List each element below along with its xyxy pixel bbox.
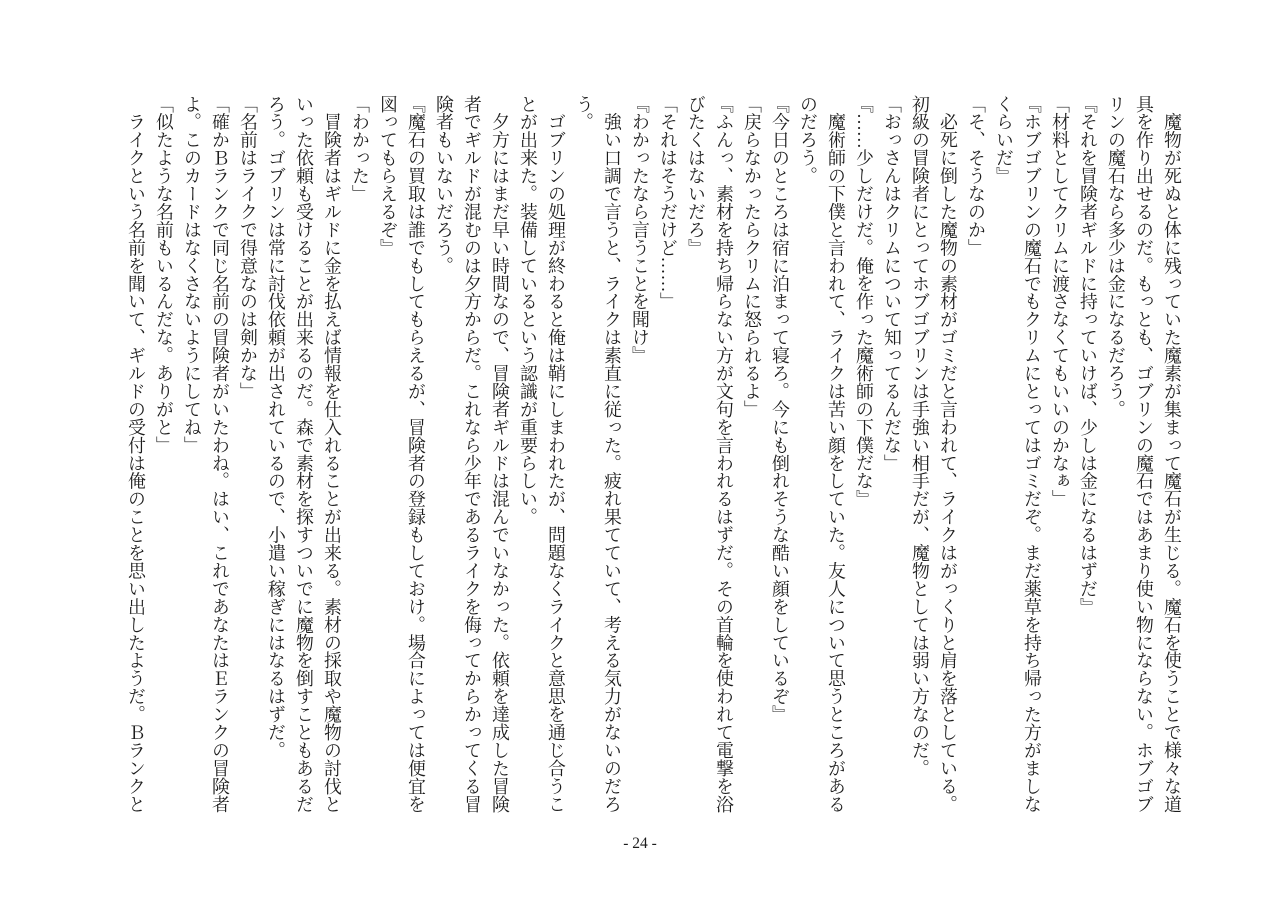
text-column: ろう。ゴブリンは常に討伐依頼が出されているので、小遣い稼ぎにはなるはずだ。	[266, 95, 286, 760]
text-column: 強い口調で言うと、ライクは素直に従った。疲れ果てていて、考える気力がないのだろ	[602, 95, 622, 813]
text-column: よ。このカードはなくさないようにしてね」	[182, 95, 202, 454]
text-column: 「確かＢランクで同じ名前の冒険者がいたわね。はい、これであなたはＥランクの冒険者	[210, 95, 230, 813]
text-column: びたくはないだろ』	[686, 95, 706, 257]
text-column: 必死に倒した魔物の素材がゴミだと言われて、ライクはがっくりと肩を落としている。	[938, 95, 958, 813]
text-column: 「似たような名前もいるんだな。ありがと」	[154, 95, 174, 454]
text-column: 魔術師の下僕と言われて、ライクは苦い顔をしていた。友人について思うところがある	[826, 95, 846, 813]
text-column: 「戻らなかったらクリムに怒られるよ」	[742, 95, 762, 419]
text-column: 具を作り出せるのだ。もっとも、ゴブリンの魔石ではあまり使い物にならない。ホブゴブ	[1134, 95, 1154, 813]
text-column: 「おっさんはクリムについて知ってるんだな」	[882, 95, 902, 472]
text-column: 「そ、そうなのか」	[966, 95, 986, 257]
text-column: 『わかったなら言うことを聞け』	[630, 95, 650, 365]
vertical-text-block	[122, 95, 1186, 815]
text-column: う。	[574, 95, 594, 131]
text-column: とが出来た。装備しているという認識が重要らしい。	[518, 95, 538, 526]
text-column: 夕方にはまだ早い時間なので、冒険者ギルドは混んでいなかった。依頼を達成した冒険	[490, 95, 510, 813]
text-column: 図ってもらえるぞ』	[378, 95, 398, 257]
text-column: リンの魔石なら多少は金になるだろう。	[1106, 95, 1126, 419]
text-column: 「名前はライクで得意なのは剣かな」	[238, 95, 258, 401]
text-column: いった依頼も受けることが出来るのだ。森で素材を探すついでに魔物を倒すこともあるだ	[294, 95, 314, 813]
page-number: - 24 -	[623, 835, 657, 852]
text-column: 『……少しだけだ。俺を作った魔術師の下僕だな』	[854, 95, 874, 508]
text-column: くらいだ』	[994, 95, 1014, 185]
text-column: のだろう。	[798, 95, 818, 185]
text-column: 「材料としてクリムに渡さなくてもいいのかなぁ」	[1050, 95, 1070, 508]
text-column: 魔物が死ぬと体に残っていた魔素が集まって魔石が生じる。魔石を使うことで様々な道	[1162, 95, 1182, 813]
text-column: 者でギルドが混むのは夕方からだ。これなら少年であるライクを侮ってからかってくる冒	[462, 95, 482, 813]
text-column: 「それはそうだけど……」	[658, 95, 678, 311]
text-column: 『ホブゴブリンの魔石でもクリムにとってはゴミだぞ。まだ薬草を持ち帰った方がましな	[1022, 95, 1042, 813]
text-column: 険者もいないだろう。	[434, 95, 454, 275]
text-column: 『今日のところは宿に泊まって寝ろ。今にも倒れそうな酷い顔をしているぞ』	[770, 95, 790, 724]
text-column: 『それを冒険者ギルドに持っていけば、少しは金になるはずだ』	[1078, 95, 1098, 616]
text-column: 「わかった」	[350, 95, 370, 203]
text-column: ライクという名前を聞いて、ギルドの受付は俺のことを思い出したようだ。Ｂランクと	[126, 95, 146, 813]
text-column: 『ふんっ、素材を持ち帰らない方が文句を言われるはずだ。その首輪を使われて電撃を浴	[714, 95, 734, 813]
text-column: 『魔石の買取は誰でもしてもらえるが、冒険者の登録もしておけ。場合によっては便宜を	[406, 95, 426, 813]
text-column: 初級の冒険者にとってホブゴブリンは手強い相手だが、魔物としては弱い方なのだ。	[910, 95, 930, 778]
text-column: ゴブリンの処理が終わると俺は鞘にしまわれたが、問題なくライクと意思を通じ合うこ	[546, 95, 566, 813]
text-column: 冒険者はギルドに金を払えば情報を仕入れることが出来る。素材の採取や魔物の討伐と	[322, 95, 342, 813]
